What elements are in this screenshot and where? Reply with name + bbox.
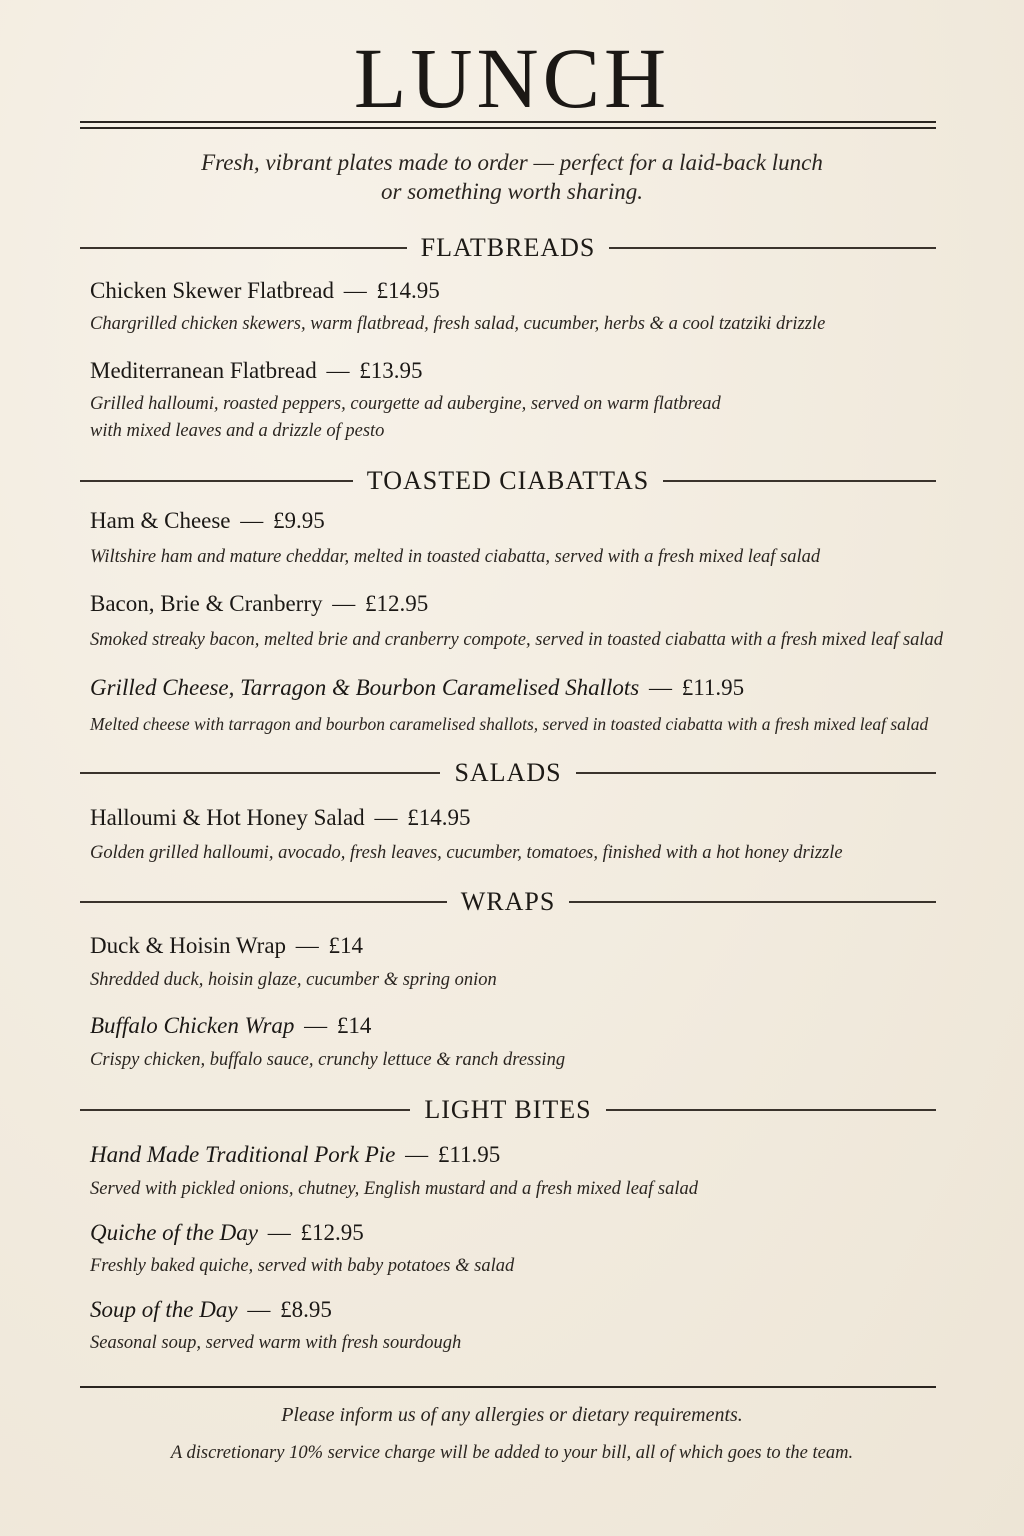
menu-item-description: Golden grilled halloumi, avocado, fresh leaves, cucumber, tomatoes, finished with a hot honey drizzle	[90, 843, 843, 863]
menu-item-name: Bacon, Brie & Cranberry — £12.95	[90, 591, 429, 616]
menu-item-name: Hand Made Traditional Pork Pie — £11.95	[90, 1142, 501, 1167]
item-price: £14.95	[407, 805, 471, 830]
divider-line	[576, 772, 936, 774]
item-title: Buffalo Chicken Wrap	[90, 1013, 295, 1038]
item-title: Halloumi & Hot Honey Salad	[90, 805, 365, 830]
item-price: £9.95	[273, 508, 325, 533]
item-price: £13.95	[359, 358, 423, 383]
divider-line	[80, 247, 407, 249]
section-header-wraps	[80, 887, 936, 917]
section-label: WRAPS	[460, 887, 556, 916]
allergy-notice: Please inform us of any allergies or dietary requirements.	[281, 1404, 743, 1426]
menu-item-name: Chicken Skewer Flatbread — £14.95	[90, 278, 440, 303]
menu-item-name: Quiche of the Day — £12.95	[90, 1220, 364, 1245]
menu-item-description: Grilled halloumi, roasted peppers, courgette ad aubergine, served on warm flatbread	[90, 394, 721, 414]
service-charge-notice: A discretionary 10% service charge will be added to your bill, all of which goes to the team.	[170, 1443, 854, 1463]
item-title: Soup of the Day	[90, 1297, 238, 1322]
menu-item-name: Duck & Hoisin Wrap — £14	[90, 933, 364, 958]
section-header-light-bites	[80, 1095, 936, 1125]
item-price: £14	[328, 933, 364, 958]
intro-line-2: or something worth sharing.	[381, 179, 643, 204]
divider-line	[80, 772, 440, 774]
divider-line	[663, 480, 936, 482]
menu-item-description: with mixed leaves and a drizzle of pesto	[90, 421, 385, 441]
menu-item-name: Grilled Cheese, Tarragon & Bourbon Caramelised Shallots — £11.95	[90, 675, 745, 700]
section-header-toasted-ciabattas	[80, 466, 936, 496]
menu-item-description: Freshly baked quiche, served with baby potatoes & salad	[90, 1256, 515, 1276]
section-label: SALADS	[454, 758, 562, 787]
item-title: Chicken Skewer Flatbread	[90, 278, 334, 303]
item-title: Bacon, Brie & Cranberry	[90, 591, 323, 616]
item-title: Hand Made Traditional Pork Pie	[90, 1142, 396, 1167]
divider-line	[569, 901, 936, 903]
divider-line	[606, 1109, 936, 1111]
item-title: Quiche of the Day	[90, 1220, 258, 1245]
intro-text	[0, 148, 1024, 206]
item-title: Duck & Hoisin Wrap	[90, 933, 287, 958]
divider-line	[609, 247, 936, 249]
menu-item-name: Soup of the Day — £8.95	[90, 1297, 332, 1322]
item-price: £11.95	[437, 1142, 501, 1167]
item-price: £11.95	[681, 675, 745, 700]
menu-item-name: Halloumi & Hot Honey Salad — £14.95	[90, 805, 471, 830]
item-title: Grilled Cheese, Tarragon & Bourbon Caramelised Shallots	[90, 675, 640, 700]
item-price: £14.95	[376, 278, 440, 303]
menu-item-name: Buffalo Chicken Wrap — £14	[90, 1013, 372, 1038]
divider-line	[80, 480, 353, 482]
title-double-rule	[80, 121, 936, 129]
footer-divider	[80, 1386, 936, 1388]
menu-item-description: Served with pickled onions, chutney, English mustard and a fresh mixed leaf salad	[90, 1179, 699, 1199]
divider-line	[80, 901, 447, 903]
menu-item-description: Smoked streaky bacon, melted brie and cranberry compote, served in toasted ciabatta with a fresh mixed leaf salad	[90, 630, 944, 650]
item-price: £12.95	[364, 591, 429, 616]
section-label: LIGHT BITES	[424, 1095, 592, 1124]
menu-item-description: Wiltshire ham and mature cheddar, melted in toasted ciabatta, served with a fresh mixed leaf salad	[90, 547, 821, 567]
menu-item-description: Melted cheese with tarragon and bourbon caramelised shallots, served in toasted ciabatta with a fresh mixed leaf salad	[90, 714, 929, 734]
menu-item-name: Ham & Cheese — £9.95	[90, 508, 325, 533]
item-price: £8.95	[280, 1297, 332, 1322]
divider-line	[80, 1109, 410, 1111]
menu-title: LUNCH	[353, 30, 671, 126]
menu-item-description: Crispy chicken, buffalo sauce, crunchy lettuce & ranch dressing	[90, 1050, 566, 1070]
menu-item-description: Seasonal soup, served warm with fresh sourdough	[90, 1333, 462, 1353]
menu-item-description: Chargrilled chicken skewers, warm flatbread, fresh salad, cucumber, herbs & a cool tzatziki drizzle	[90, 314, 826, 334]
intro-line-1: Fresh, vibrant plates made to order — perfect for a laid-back lunch	[201, 150, 823, 175]
section-label: FLATBREADS	[420, 233, 596, 262]
item-title: Mediterranean Flatbread	[90, 358, 317, 383]
item-price: £12.95	[300, 1220, 364, 1245]
item-price: £14	[336, 1013, 372, 1038]
section-label: TOASTED CIABATTAS	[366, 466, 650, 495]
section-header-flatbreads	[80, 233, 936, 263]
menu-item-name: Mediterranean Flatbread — £13.95	[90, 358, 423, 383]
item-title: Ham & Cheese	[90, 508, 231, 533]
section-header-salads	[80, 758, 936, 788]
menu-item-description: Shredded duck, hoisin glaze, cucumber & spring onion	[90, 970, 497, 990]
